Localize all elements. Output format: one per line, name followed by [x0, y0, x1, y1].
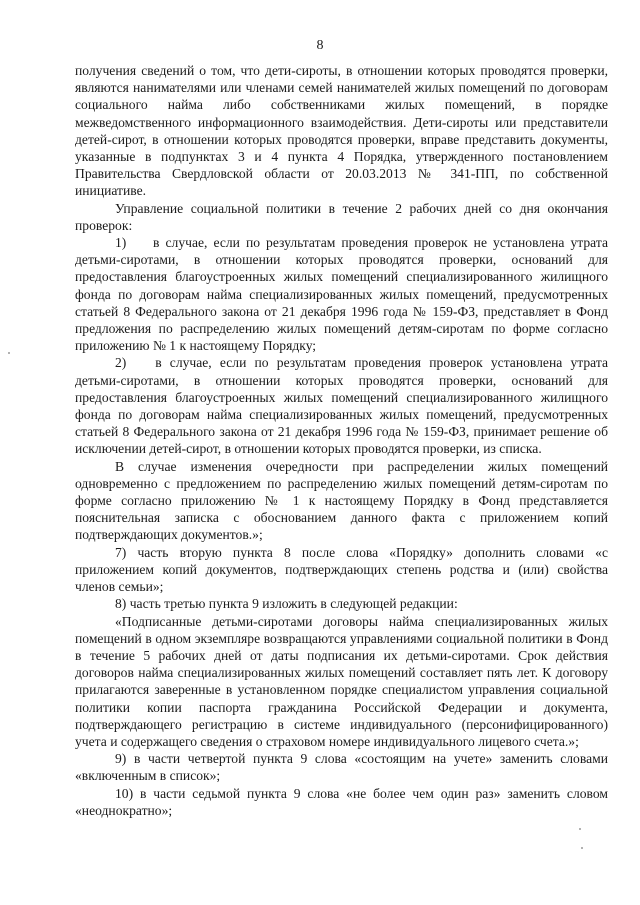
paragraph-item-9: 9) в части четвертой пункта 9 слова «состоящим на учете» заменить словами «включенным в список»;: [75, 751, 608, 784]
list-item-2-text: в случае, если по результатам проведения проверок установлена утрата детьми-сиротами, в отношении которых проводятся проверки, оснований для предоставления благоустроенных жилых помещений специализированного жилищного фонда по договорам найма специализированных жилых помещений, предусмотренных статьей 8 Федерального закона от 21 декабря 1996 года № 159-ФЗ, принимает решение об исключении детей-сирот, в отношении которых проводятся проверки, из списка.: [75, 355, 608, 457]
document-body: [75, 62, 608, 819]
page-number: 8: [316, 38, 324, 53]
paragraph-continuation: получения сведений о том, что дети-сироты, в отношении которых проводятся проверки, являются нанимателями или членами семей нанимателей жилых помещений по договорам социального найма либо собственниками жилых помещений, в порядке межведомственного информационного взаимодействия. Дети-сироты или представители детей-сирот, в отношении которых проводятся проверки, вправе представить документы, указанные в подпунктах 3 и 4 пункта 4 Порядка, утвержденного постановлением Правительства Свердловской области от 20.03.2013 № 341-ПП, по собственной инициативе.: [75, 63, 608, 199]
scan-speck: [581, 847, 583, 849]
scan-speck: [8, 352, 10, 354]
list-item-2-number: 2): [115, 355, 127, 371]
paragraph-item-7: 7) часть вторую пункта 8 после слова «Порядку» дополнить словами «с приложением копий документов, подтверждающих степень родства и (или) свойства членов семьи»;: [75, 544, 608, 595]
scan-speck: [579, 828, 581, 830]
list-item-1: [75, 234, 608, 354]
paragraph-queue-change: В случае изменения очередности при распределении жилых помещений одновременно с предложением по распределению жилых помещений детям-сиротам по форме согласно приложению № 1 к настоящему Порядку в Фонд представляется пояснительная записка с обоснованием данного факта с приложением копий подтверждающих документов.»;: [75, 458, 608, 543]
paragraph-checks-deadline: Управление социальной политики в течение 2 рабочих дней со дня окончания проверок:: [75, 200, 608, 233]
paragraph-item-8: 8) часть третью пункта 9 изложить в следующей редакции:: [115, 596, 458, 612]
list-item-1-number: 1): [115, 235, 127, 251]
list-item-1-text: в случае, если по результатам проведения проверок не установлена утрата детьми-сиротами, в отношении которых проводятся проверки, оснований для предоставления благоустроенных жилых помещений специализированного жилищного фонда по договорам найма специализированных жилых помещений, предусмотренных статьей 8 Федерального закона от 21 декабря 1996 года № 159-ФЗ, представляет в Фонд предложения по распределению жилых помещений детям-сиротам по форме согласно приложению № 1 к настоящему Порядку;: [75, 235, 608, 354]
paragraph-item-10: 10) в части седьмой пункта 9 слова «не более чем один раз» заменить словом «неоднократно»;: [75, 785, 608, 818]
paragraph-quoted-text: «Подписанные детьми-сиротами договоры найма специализированных жилых помещений в одном экземпляре возвращаются управлениями социальной политики в Фонд в течение 5 рабочих дней от даты подписания их детьми-сиротами. Срок действия договоров найма специализированных жилых помещений составляет пять лет. К договору прилагаются заверенные в установленном порядке специалистом управления социальной политики копии паспорта гражданина Российской Федерации и документа, подтверждающего регистрацию в системе индивидуального (персонифицированного) учета и содержащего сведения о страховом номере индивидуального лицевого счета.»;: [75, 613, 608, 749]
list-item-2: [75, 354, 608, 457]
